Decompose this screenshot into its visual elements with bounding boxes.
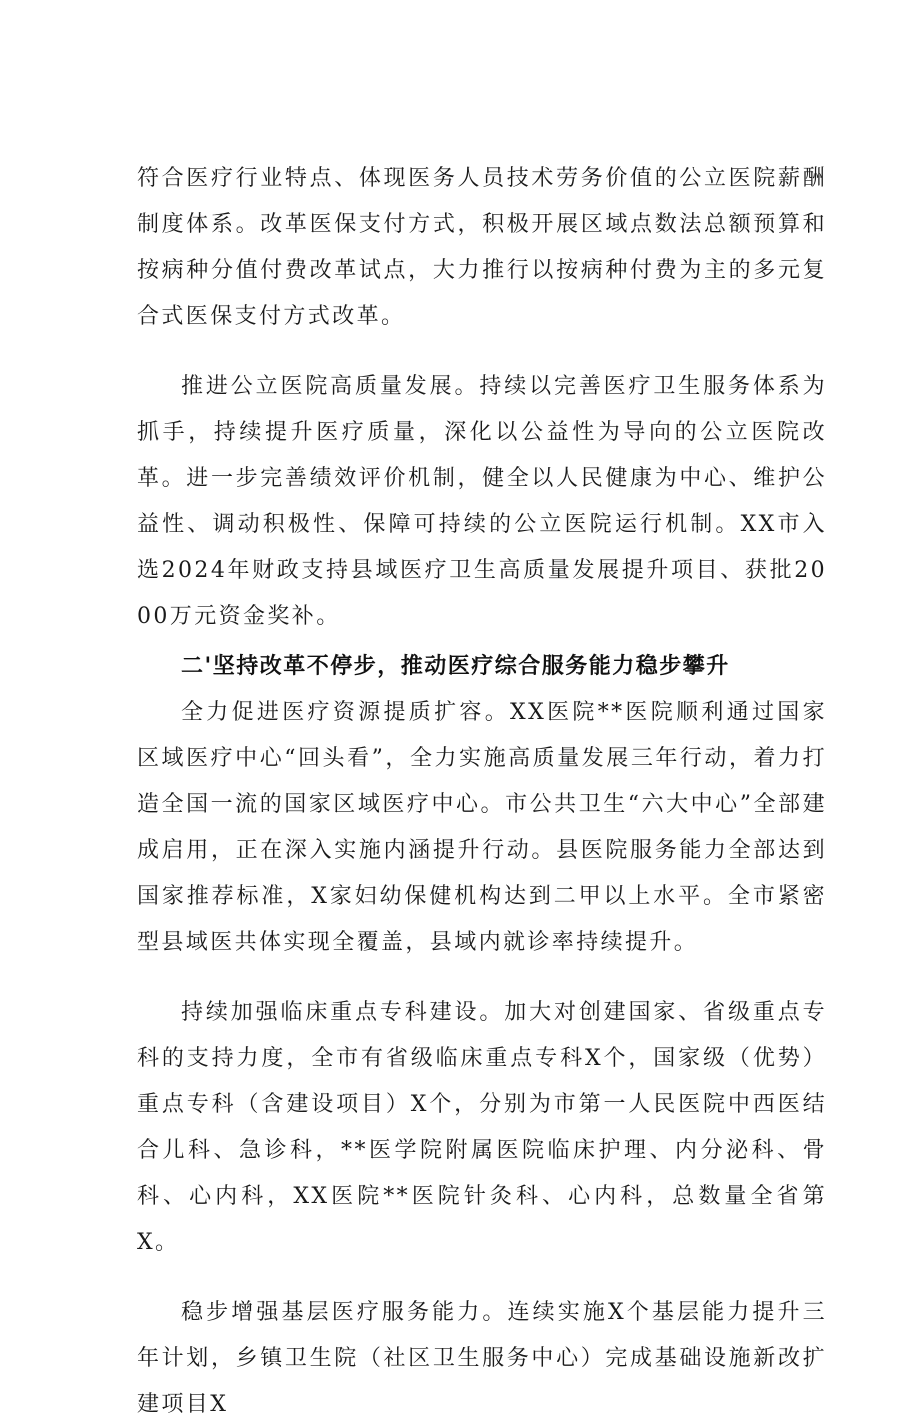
paragraph-primary-care: 稳步增强基层医疗服务能力。连续实施X个基层能力提升三年计划，乡镇卫生院（社区卫生服务中心）完成基础设施新改扩建项目X [137, 1300, 827, 1417]
paragraph-resources-expansion: 全力促进医疗资源提质扩容。XX医院**医院顺利通过国家区域医疗中心“回头看”，全力实施高质量发展三年行动，着力打造全国一流的国家区域医疗中心。市公共卫生“六大中心”全部建成启用，正在深入实施内涵提升行动。县医院服务能力全部达到国家推荐标准，X家妇幼保健机构达到二甲以上水平。全市紧密型县域医共体实现全覆盖，县域内就诊率持续提升。 [137, 700, 827, 955]
paragraph-clinical-specialties: 持续加强临床重点专科建设。加大对创建国家、省级重点专科的支持力度，全市有省级临床重点专科X个，国家级（优势）重点专科（含建设项目）X个，分别为市第一人民医院中西医结合儿科、急诊科，**医学院附属医院临床护理、内分泌科、骨科、心内科，XX医院**医院针灸科、心内科，总数量全省第X。 [137, 1000, 827, 1255]
section-heading: 二'坚持改革不停步，推动医疗综合服务能力稳步攀升 [181, 654, 730, 679]
document-body [137, 156, 827, 1428]
paragraph-continuation: 符合医疗行业特点、体现医务人员技术劳务价值的公立医院薪酬制度体系。改革医保支付方式，积极开展区域点数法总额预算和按病种分值付费改革试点，大力推行以按病种付费为主的多元复合式医保支付方式改革。 [137, 166, 827, 329]
paragraph-hospital-development: 推进公立医院高质量发展。持续以完善医疗卫生服务体系为抓手，持续提升医疗质量，深化以公益性为导向的公立医院改革。进一步完善绩效评价机制，健全以人民健康为中心、维护公益性、调动积极性、保障可持续的公立医院运行机制。XX市入选2024年财政支持县域医疗卫生高质量发展提升项目、获批2000万元资金奖补。 [137, 374, 827, 629]
